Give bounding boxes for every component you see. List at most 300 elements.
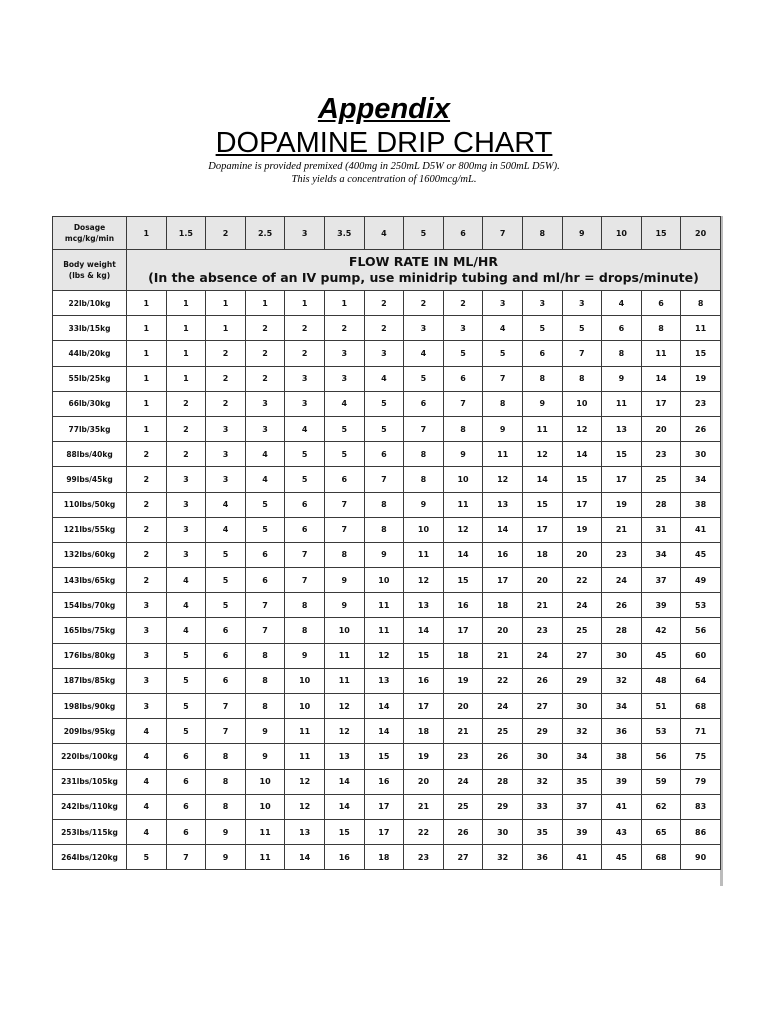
flow-rate-cell: 2 [127, 442, 167, 467]
flow-rate-cell: 79 [681, 769, 721, 794]
body-weight-cell: 110lbs/50kg [53, 492, 127, 517]
flow-rate-cell: 20 [562, 542, 602, 567]
body-weight-cell: 165lbs/75kg [53, 618, 127, 643]
flow-rate-cell: 16 [443, 593, 483, 618]
flow-rate-cell: 12 [562, 416, 602, 441]
flow-rate-cell: 3 [404, 316, 444, 341]
flow-rate-cell: 34 [681, 467, 721, 492]
flow-rate-cell: 5 [404, 366, 444, 391]
flow-rate-cell: 3 [285, 366, 325, 391]
body-weight-cell: 253lbs/115kg [53, 819, 127, 844]
flow-rate-cell: 2 [285, 316, 325, 341]
flow-rate-cell: 12 [324, 694, 364, 719]
flow-rate-cell: 5 [166, 668, 206, 693]
flow-rate-cell: 4 [127, 744, 167, 769]
flow-rate-cell: 9 [245, 744, 285, 769]
dosage-header-cell: 3.5 [324, 217, 364, 250]
flow-rate-cell: 68 [681, 694, 721, 719]
flow-rate-cell: 5 [285, 442, 325, 467]
flow-rate-cell: 10 [364, 568, 404, 593]
flow-rate-cell: 24 [562, 593, 602, 618]
flow-rate-cell: 29 [483, 794, 523, 819]
flow-rate-cell: 24 [602, 568, 642, 593]
body-weight-cell: 231lbs/105kg [53, 769, 127, 794]
flow-rate-cell: 13 [483, 492, 523, 517]
flow-rate-cell: 10 [562, 391, 602, 416]
flow-rate-cell: 8 [245, 643, 285, 668]
flow-rate-cell: 17 [562, 492, 602, 517]
flow-rate-cell: 3 [364, 341, 404, 366]
dosage-header-cell: 9 [562, 217, 602, 250]
flow-rate-cell: 2 [364, 291, 404, 316]
flow-rate-cell: 14 [364, 694, 404, 719]
flow-rate-cell: 7 [245, 618, 285, 643]
flow-rate-cell: 2 [285, 341, 325, 366]
flow-rate-cell: 4 [364, 366, 404, 391]
flow-rate-cell: 12 [285, 794, 325, 819]
flow-rate-cell: 9 [324, 568, 364, 593]
flow-rate-cell: 4 [483, 316, 523, 341]
flow-rate-cell: 11 [285, 719, 325, 744]
flow-rate-cell: 12 [522, 442, 562, 467]
flow-rate-cell: 5 [443, 341, 483, 366]
flow-rate-cell: 10 [324, 618, 364, 643]
flow-rate-cell: 37 [641, 568, 681, 593]
flow-rate-cell: 3 [127, 668, 167, 693]
dosage-header-cell: 7 [483, 217, 523, 250]
flow-rate-cell: 23 [641, 442, 681, 467]
flow-rate-cell: 28 [641, 492, 681, 517]
flow-rate-cell: 8 [285, 618, 325, 643]
body-weight-cell: 264lbs/120kg [53, 845, 127, 870]
flow-rate-cell: 3 [166, 492, 206, 517]
flow-rate-cell: 26 [443, 819, 483, 844]
dosage-label: Dosage [73, 223, 106, 232]
body-weight-cell: 121lbs/55kg [53, 517, 127, 542]
table-row [53, 316, 721, 341]
flow-rate-cell: 10 [443, 467, 483, 492]
flow-rate-cell: 5 [245, 492, 285, 517]
flow-rate-cell: 7 [364, 467, 404, 492]
flow-rate-cell: 15 [364, 744, 404, 769]
flow-rate-cell: 1 [245, 291, 285, 316]
flow-rate-cell: 21 [483, 643, 523, 668]
flow-rate-cell: 41 [562, 845, 602, 870]
flow-rate-cell: 32 [562, 719, 602, 744]
flow-rate-cell: 64 [681, 668, 721, 693]
flow-rate-cell: 20 [483, 618, 523, 643]
flow-rate-cell: 4 [127, 794, 167, 819]
flow-rate-cell: 12 [285, 769, 325, 794]
flow-rate-cell: 3 [206, 442, 246, 467]
dosage-header-cell: 20 [681, 217, 721, 250]
table-row [53, 643, 721, 668]
flow-rate-cell: 6 [206, 668, 246, 693]
flow-rate-cell: 6 [364, 442, 404, 467]
body-weight-cell: 55lb/25kg [53, 366, 127, 391]
flow-rate-cell: 6 [443, 366, 483, 391]
flow-rate-cell: 25 [483, 719, 523, 744]
flow-rate-cell: 6 [285, 492, 325, 517]
flow-rate-cell: 14 [324, 769, 364, 794]
table-row [53, 694, 721, 719]
page-title: Appendix [317, 93, 451, 125]
flow-rate-cell: 4 [127, 819, 167, 844]
dosage-header-cell: 1.5 [166, 217, 206, 250]
flow-rate-cell: 11 [364, 593, 404, 618]
flow-rate-cell: 2 [245, 366, 285, 391]
flow-rate-cell: 38 [681, 492, 721, 517]
flow-rate-cell: 2 [206, 391, 246, 416]
flow-rate-cell: 7 [443, 391, 483, 416]
flow-rate-cell: 26 [483, 744, 523, 769]
flow-rate-cell: 8 [443, 416, 483, 441]
flow-rate-cell: 5 [364, 391, 404, 416]
flow-rate-cell: 1 [166, 341, 206, 366]
flow-rate-cell: 9 [483, 416, 523, 441]
flow-rate-cell: 2 [206, 341, 246, 366]
flow-rate-cell: 21 [602, 517, 642, 542]
flow-rate-cell: 1 [127, 341, 167, 366]
flow-rate-cell: 83 [681, 794, 721, 819]
body-weight-cell: 132lbs/60kg [53, 542, 127, 567]
flow-rate-cell: 18 [522, 542, 562, 567]
dosage-header-cell: 3 [285, 217, 325, 250]
flow-rate-cell: 5 [483, 341, 523, 366]
body-weight-cell: 33lb/15kg [53, 316, 127, 341]
flow-rate-cell: 3 [166, 467, 206, 492]
flow-rate-cell: 8 [602, 341, 642, 366]
flow-rate-cell: 24 [522, 643, 562, 668]
flow-rate-cell: 36 [602, 719, 642, 744]
flow-rate-cell: 17 [404, 694, 444, 719]
flow-rate-cell: 12 [404, 568, 444, 593]
table-row [53, 467, 721, 492]
flow-rate-cell: 51 [641, 694, 681, 719]
flow-rate-cell: 17 [364, 819, 404, 844]
flow-rate-cell: 16 [404, 668, 444, 693]
flow-rate-cell: 36 [522, 845, 562, 870]
flow-rate-cell: 1 [166, 291, 206, 316]
flow-rate-cell: 5 [245, 517, 285, 542]
flow-rate-cell: 14 [483, 517, 523, 542]
flow-rate-cell: 14 [404, 618, 444, 643]
flow-rate-cell: 11 [404, 542, 444, 567]
flow-rate-cell: 71 [681, 719, 721, 744]
body-weight-cell: 154lbs/70kg [53, 593, 127, 618]
flow-rate-cell: 19 [602, 492, 642, 517]
flow-rate-cell: 8 [641, 316, 681, 341]
flow-rate-cell: 4 [206, 517, 246, 542]
dosage-header-row [53, 217, 721, 250]
flow-rate-cell: 49 [681, 568, 721, 593]
flow-rate-cell: 12 [324, 719, 364, 744]
table-row [53, 341, 721, 366]
flow-rate-cell: 90 [681, 845, 721, 870]
flow-rate-cell: 4 [404, 341, 444, 366]
flow-rate-cell: 1 [127, 366, 167, 391]
flow-rate-cell: 2 [127, 542, 167, 567]
flow-rate-cell: 53 [681, 593, 721, 618]
flow-rate-cell: 11 [483, 442, 523, 467]
flow-rate-cell: 17 [364, 794, 404, 819]
flow-rate-cell: 5 [166, 719, 206, 744]
flow-rate-cell: 5 [166, 694, 206, 719]
table-row [53, 719, 721, 744]
flow-rate-cell: 11 [364, 618, 404, 643]
flow-rate-cell: 3 [206, 416, 246, 441]
table-row [53, 492, 721, 517]
flow-rate-cell: 3 [562, 291, 602, 316]
flow-rate-cell: 6 [166, 769, 206, 794]
flow-rate-cell: 14 [285, 845, 325, 870]
body-weight-cell: 99lbs/45kg [53, 467, 127, 492]
flow-rate-cell: 13 [364, 668, 404, 693]
flow-rate-cell: 11 [641, 341, 681, 366]
body-weight-cell: 187lbs/85kg [53, 668, 127, 693]
flow-rate-cell: 23 [602, 542, 642, 567]
flow-rate-cell: 3 [206, 467, 246, 492]
body-weight-cell: 220lbs/100kg [53, 744, 127, 769]
flow-rate-cell: 11 [245, 845, 285, 870]
flow-rate-cell: 3 [127, 618, 167, 643]
table-row [53, 845, 721, 870]
flow-rate-cell: 3 [127, 593, 167, 618]
flow-rate-cell: 6 [245, 542, 285, 567]
body-weight-cell: 66lb/30kg [53, 391, 127, 416]
flow-rate-cell: 1 [166, 366, 206, 391]
flow-rate-cell: 30 [681, 442, 721, 467]
flow-rate-cell: 1 [206, 316, 246, 341]
flow-rate-cell: 32 [522, 769, 562, 794]
table-row [53, 819, 721, 844]
dopamine-drip-table [52, 216, 721, 870]
flow-rate-cell: 25 [562, 618, 602, 643]
table-row [53, 668, 721, 693]
flow-rate-cell: 22 [562, 568, 602, 593]
flow-rate-cell: 7 [206, 719, 246, 744]
dosage-header-cell: 2 [206, 217, 246, 250]
flow-rate-cell: 30 [602, 643, 642, 668]
flow-rate-cell: 2 [166, 416, 206, 441]
flow-rate-cell: 15 [562, 467, 602, 492]
flow-rate-cell: 5 [324, 442, 364, 467]
flow-rate-cell: 18 [443, 643, 483, 668]
table-row [53, 744, 721, 769]
flow-rate-cell: 2 [206, 366, 246, 391]
table-row [53, 442, 721, 467]
flow-rate-cell: 14 [324, 794, 364, 819]
flow-rate-cell: 5 [206, 593, 246, 618]
flow-rate-cell: 41 [602, 794, 642, 819]
table-row [53, 568, 721, 593]
flow-rate-cell: 11 [245, 819, 285, 844]
flow-rate-cell: 39 [602, 769, 642, 794]
flow-rate-cell: 65 [641, 819, 681, 844]
flow-rate-cell: 29 [522, 719, 562, 744]
flow-rate-cell: 9 [404, 492, 444, 517]
body-weight-cell: 143lbs/65kg [53, 568, 127, 593]
table-row [53, 542, 721, 567]
flow-rate-cell: 17 [602, 467, 642, 492]
flow-rate-cell: 39 [641, 593, 681, 618]
flow-rate-cell: 68 [641, 845, 681, 870]
flow-rate-cell: 4 [206, 492, 246, 517]
flow-rate-cell: 15 [324, 819, 364, 844]
flow-rate-cell: 1 [166, 316, 206, 341]
flow-rate-cell: 9 [206, 845, 246, 870]
flow-rate-cell: 2 [364, 316, 404, 341]
flow-rate-cell: 4 [285, 416, 325, 441]
flow-rate-cell: 20 [522, 568, 562, 593]
flow-rate-cell: 2 [127, 568, 167, 593]
flow-rate-cell: 4 [602, 291, 642, 316]
flow-rate-cell: 33 [522, 794, 562, 819]
flow-rate-cell: 3 [245, 416, 285, 441]
flow-rate-cell: 6 [285, 517, 325, 542]
dosage-header-cell: 4 [364, 217, 404, 250]
flow-rate-cell: 8 [285, 593, 325, 618]
flow-rate-cell: 14 [443, 542, 483, 567]
flow-rate-cell: 6 [206, 643, 246, 668]
flow-rate-cell: 2 [127, 467, 167, 492]
flow-rate-cell: 11 [324, 668, 364, 693]
flow-rate-cell: 7 [324, 517, 364, 542]
flow-rate-cell: 3 [127, 643, 167, 668]
flow-rate-cell: 3 [285, 391, 325, 416]
body-weight-header-row [53, 250, 721, 291]
flow-rate-cell: 6 [166, 744, 206, 769]
flow-rate-cell: 9 [522, 391, 562, 416]
flow-rate-cell: 28 [483, 769, 523, 794]
flow-rate-cell: 3 [245, 391, 285, 416]
body-weight-cell: 44lb/20kg [53, 341, 127, 366]
flow-rate-cell: 14 [522, 467, 562, 492]
flow-rate-cell: 1 [127, 391, 167, 416]
flow-rate-cell: 12 [443, 517, 483, 542]
table-row [53, 794, 721, 819]
flow-rate-cell: 19 [443, 668, 483, 693]
flow-rate-cell: 19 [562, 517, 602, 542]
flow-rate-cell: 3 [483, 291, 523, 316]
flow-rate-cell: 45 [602, 845, 642, 870]
flow-rate-cell: 4 [245, 442, 285, 467]
body-weight-cell: 209lbs/95kg [53, 719, 127, 744]
flow-rate-cell: 8 [681, 291, 721, 316]
flow-rate-cell: 37 [562, 794, 602, 819]
flow-rate-cell: 5 [127, 845, 167, 870]
flow-rate-cell: 26 [522, 668, 562, 693]
flow-rate-cell: 29 [562, 668, 602, 693]
flow-rate-cell: 8 [522, 366, 562, 391]
dosage-header-cell: 10 [602, 217, 642, 250]
flow-rate-cell: 1 [127, 316, 167, 341]
flow-rate-cell: 22 [404, 819, 444, 844]
flow-rate-cell: 20 [404, 769, 444, 794]
flow-rate-cell: 1 [206, 291, 246, 316]
flow-rate-cell: 5 [206, 542, 246, 567]
body-weight-cell: 176lbs/80kg [53, 643, 127, 668]
flow-rate-cell: 75 [681, 744, 721, 769]
flow-rate-cell: 22 [483, 668, 523, 693]
flow-rate-cell: 2 [127, 492, 167, 517]
flow-rate-cell: 7 [206, 694, 246, 719]
dosage-header-cell: 15 [641, 217, 681, 250]
flow-rate-cell: 2 [404, 291, 444, 316]
flow-rate-cell: 15 [443, 568, 483, 593]
flow-rate-cell: 5 [364, 416, 404, 441]
flow-rate-cell: 15 [404, 643, 444, 668]
flow-rate-cell: 2 [443, 291, 483, 316]
flow-rate-cell: 45 [681, 542, 721, 567]
flow-rate-cell: 38 [602, 744, 642, 769]
flow-rate-cell: 62 [641, 794, 681, 819]
flow-rate-cell: 10 [404, 517, 444, 542]
flow-rate-cell: 5 [166, 643, 206, 668]
flow-rate-cell: 30 [522, 744, 562, 769]
flow-rate-cell: 20 [641, 416, 681, 441]
flow-rate-cell: 7 [285, 542, 325, 567]
flow-rate-cell: 24 [483, 694, 523, 719]
flow-rate-cell: 17 [443, 618, 483, 643]
flow-rate-cell: 1 [127, 416, 167, 441]
flow-rate-cell: 59 [641, 769, 681, 794]
flow-rate-cell: 23 [681, 391, 721, 416]
flow-rate-cell: 7 [562, 341, 602, 366]
dosage-header-cell: 1 [127, 217, 167, 250]
flow-rate-cell: 7 [404, 416, 444, 441]
flow-rate-cell: 53 [641, 719, 681, 744]
flow-rate-cell: 9 [206, 819, 246, 844]
flow-rate-cell: 6 [206, 618, 246, 643]
flow-rate-cell: 30 [483, 819, 523, 844]
flow-rate-cell: 7 [285, 568, 325, 593]
body-weight-unit-label: (lbs & kg) [68, 271, 111, 280]
flow-rate-cell: 19 [404, 744, 444, 769]
flow-rate-cell: 43 [602, 819, 642, 844]
flow-rate-cell: 16 [324, 845, 364, 870]
flow-rate-cell: 34 [562, 744, 602, 769]
flow-rate-cell: 6 [522, 341, 562, 366]
flow-rate-cell: 2 [127, 517, 167, 542]
dosage-header-cell: 5 [404, 217, 444, 250]
chart-title: DOPAMINE DRIP CHART [215, 127, 553, 159]
flow-rate-cell: 8 [364, 517, 404, 542]
flow-rate-cell: 28 [602, 618, 642, 643]
flow-rate-cell: 18 [483, 593, 523, 618]
table-row [53, 391, 721, 416]
flow-rate-cell: 7 [245, 593, 285, 618]
flow-rate-cell: 42 [641, 618, 681, 643]
flow-rate-cell: 8 [483, 391, 523, 416]
flow-rate-cell: 5 [324, 416, 364, 441]
flow-rate-cell: 13 [404, 593, 444, 618]
flow-rate-cell: 8 [404, 442, 444, 467]
body-weight-cell: 22lb/10kg [53, 291, 127, 316]
flow-rate-cell: 23 [404, 845, 444, 870]
flow-rate-cell: 15 [681, 341, 721, 366]
flow-rate-cell: 23 [522, 618, 562, 643]
flow-rate-cell: 27 [522, 694, 562, 719]
flow-rate-cell: 30 [562, 694, 602, 719]
flow-rate-cell: 41 [681, 517, 721, 542]
flow-rate-cell: 10 [285, 668, 325, 693]
flow-rate-cell: 15 [602, 442, 642, 467]
flow-rate-cell: 56 [681, 618, 721, 643]
flow-rate-cell: 5 [522, 316, 562, 341]
flow-rate-cell: 5 [285, 467, 325, 492]
flow-rate-title: FLOW RATE IN ML/HR [348, 254, 498, 269]
